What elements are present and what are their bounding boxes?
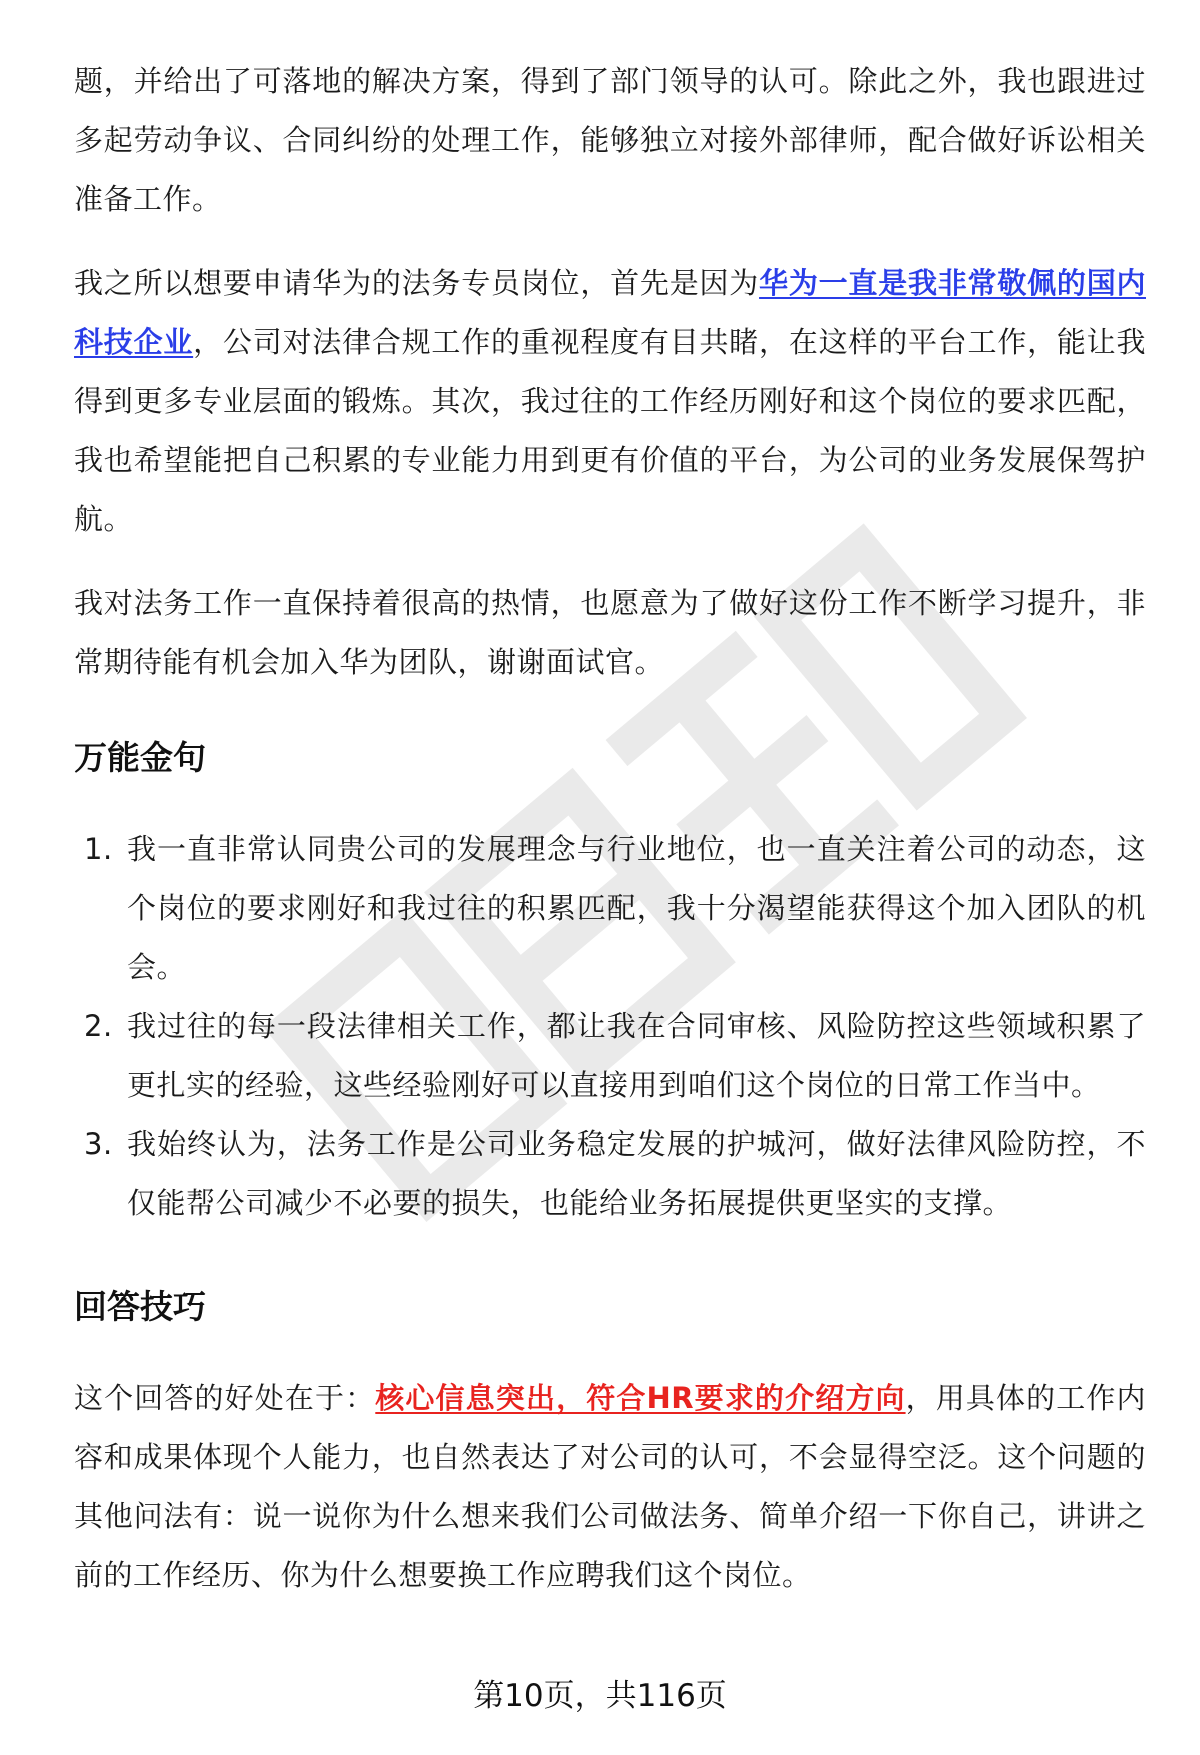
paragraph-answer-tips [74, 1369, 1146, 1605]
list-number: 3. [84, 1127, 113, 1161]
highlight-core-info: 核心信息突出，符合HR要求的介绍方向 [375, 1381, 906, 1415]
motivation-intro: 我之所以想要申请华为的法务专员岗位，首先是因为 [74, 266, 760, 300]
document-page [74, 52, 1146, 1605]
section-heading-answer-tips: 回答技巧 [74, 1287, 206, 1326]
list-item [74, 1115, 1146, 1233]
list-item [74, 820, 1146, 997]
motivation-rest: ，公司对法律合规工作的重视程度有目共睹，在这样的平台工作，能让我得到更多专业层面的锻炼。其次，我过往的工作经历刚好和这个岗位的要求匹配，我也希望能把自己积累的专业能力用到更有价值的平台，为公司的业务发展保驾护航。 [74, 325, 1146, 536]
list-number: 2. [84, 1009, 113, 1043]
list-item [74, 997, 1146, 1115]
section-heading-golden-sentences: 万能金句 [74, 738, 206, 777]
highlight-huawei-admiration: 华为一直是我非常敬佩的国内科技企业 [74, 266, 1146, 359]
tips-rest: ，用具体的工作内容和成果体现个人能力，也自然表达了对公司的认可，不会显得空泛。这个问题的其他问法有：说一说你为什么想来我们公司做法务、简单介绍一下你自己，讲讲之前的工作经历、你为什么想要换工作应聘我们这个岗位。 [74, 1381, 1146, 1592]
list-number: 1. [84, 832, 113, 866]
list-item-text: 我一直非常认同贵公司的发展理念与行业地位，也一直关注着公司的动态，这个岗位的要求刚好和我过往的积累匹配，我十分渴望能获得这个加入团队的机会。 [127, 832, 1146, 984]
paragraph-experience: 题，并给出了可落地的解决方案，得到了部门领导的认可。除此之外，我也跟进过多起劳动争议、合同纠纷的处理工作，能够独立对接外部律师，配合做好诉讼相关准备工作。 [74, 64, 1146, 216]
golden-sentences-list [74, 820, 1146, 1233]
paragraph-motivation [74, 254, 1146, 549]
paragraph-closing: 我对法务工作一直保持着很高的热情，也愿意为了做好这份工作不断学习提升，非常期待能有机会加入华为团队，谢谢面试官。 [74, 586, 1146, 679]
tips-intro: 这个回答的好处在于： [74, 1381, 376, 1415]
page-number-footer: 第10页，共116页 [473, 1678, 727, 1714]
list-item-text: 我始终认为，法务工作是公司业务稳定发展的护城河，做好法律风险防控，不仅能帮公司减少不必要的损失，也能给业务拓展提供更坚实的支撑。 [127, 1127, 1146, 1220]
list-item-text: 我过往的每一段法律相关工作，都让我在合同审核、风险防控这些领域积累了更扎实的经验，这些经验刚好可以直接用到咱们这个岗位的日常工作当中。 [127, 1009, 1146, 1102]
